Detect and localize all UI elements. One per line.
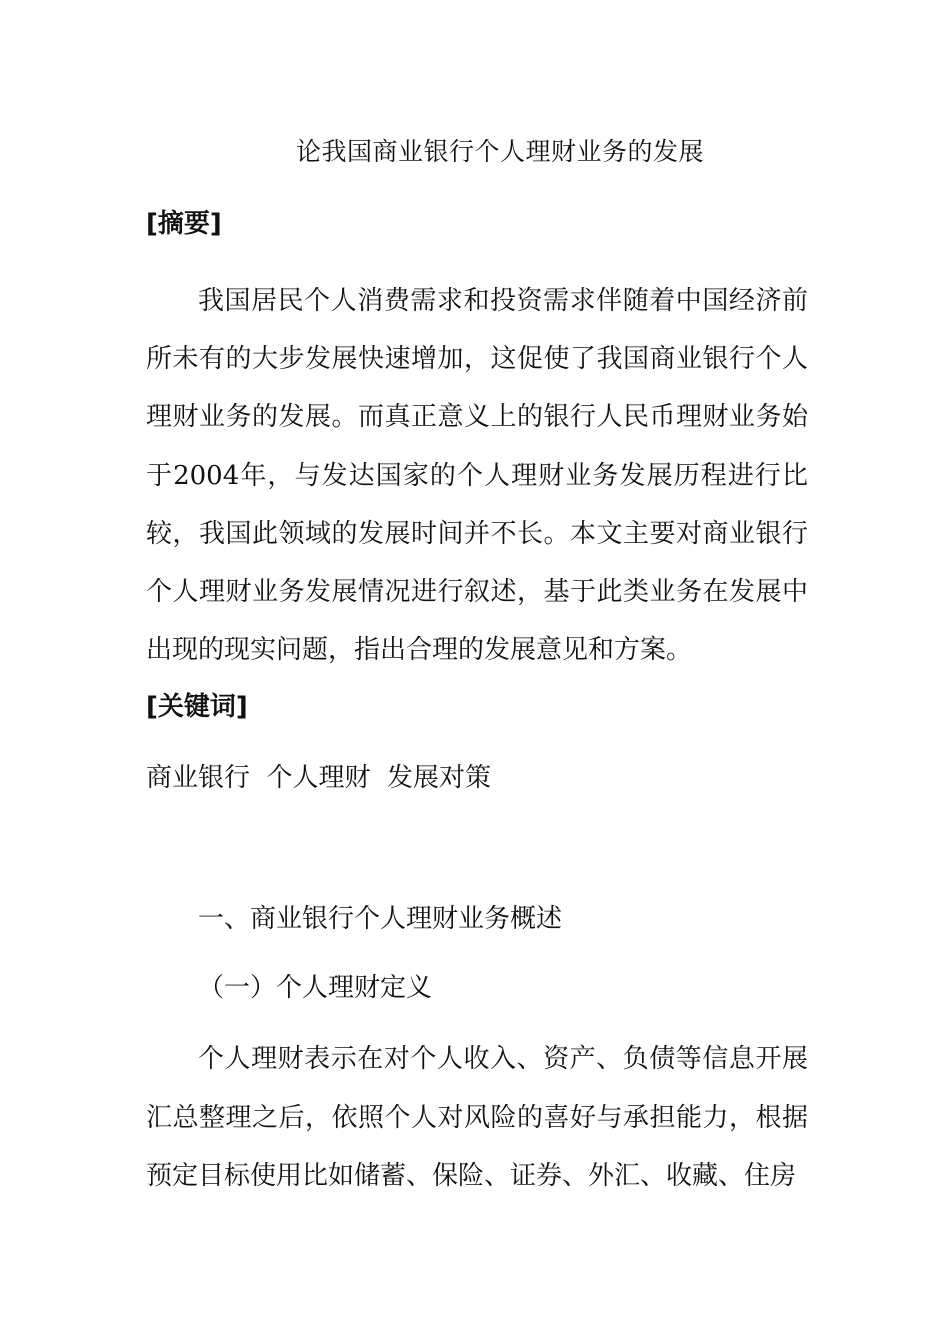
keywords-text: 商业银行 个人理财 发展对策 [146,763,492,793]
body-paragraph: 个人理财表示在对个人收入、资产、负债等信息开展汇总整理之后，依照个人对风险的喜好与承担能力，根据预定目标使用比如储蓄、保险、证券、外汇、收藏、住房 [146,1044,808,1191]
section-heading: 一、商业银行个人理财业务概述 [198,904,563,934]
keywords-label: [关键词] [146,692,248,722]
subsection-heading: （一）个人理财定义 [198,973,433,1003]
document-title: 论我国商业银行个人理财业务的发展 [295,137,704,166]
abstract-label: [摘要] [146,209,222,239]
abstract-paragraph: 我国居民个人消费需求和投资需求伴随着中国经济前所未有的大步发展快速增加，这促使了我国商业银行个人理财业务的发展。而真正意义上的银行人民币理财业务始于2004年，与发达国家的个人理财业务发展历程进行比较，我国此领域的发展时间并不长。本文主要对商业银行个人理财业务发展情况进行叙述，基于此类业务在发展中出现的现实问题，指出合理的发展意见和方案。 [146,286,808,666]
